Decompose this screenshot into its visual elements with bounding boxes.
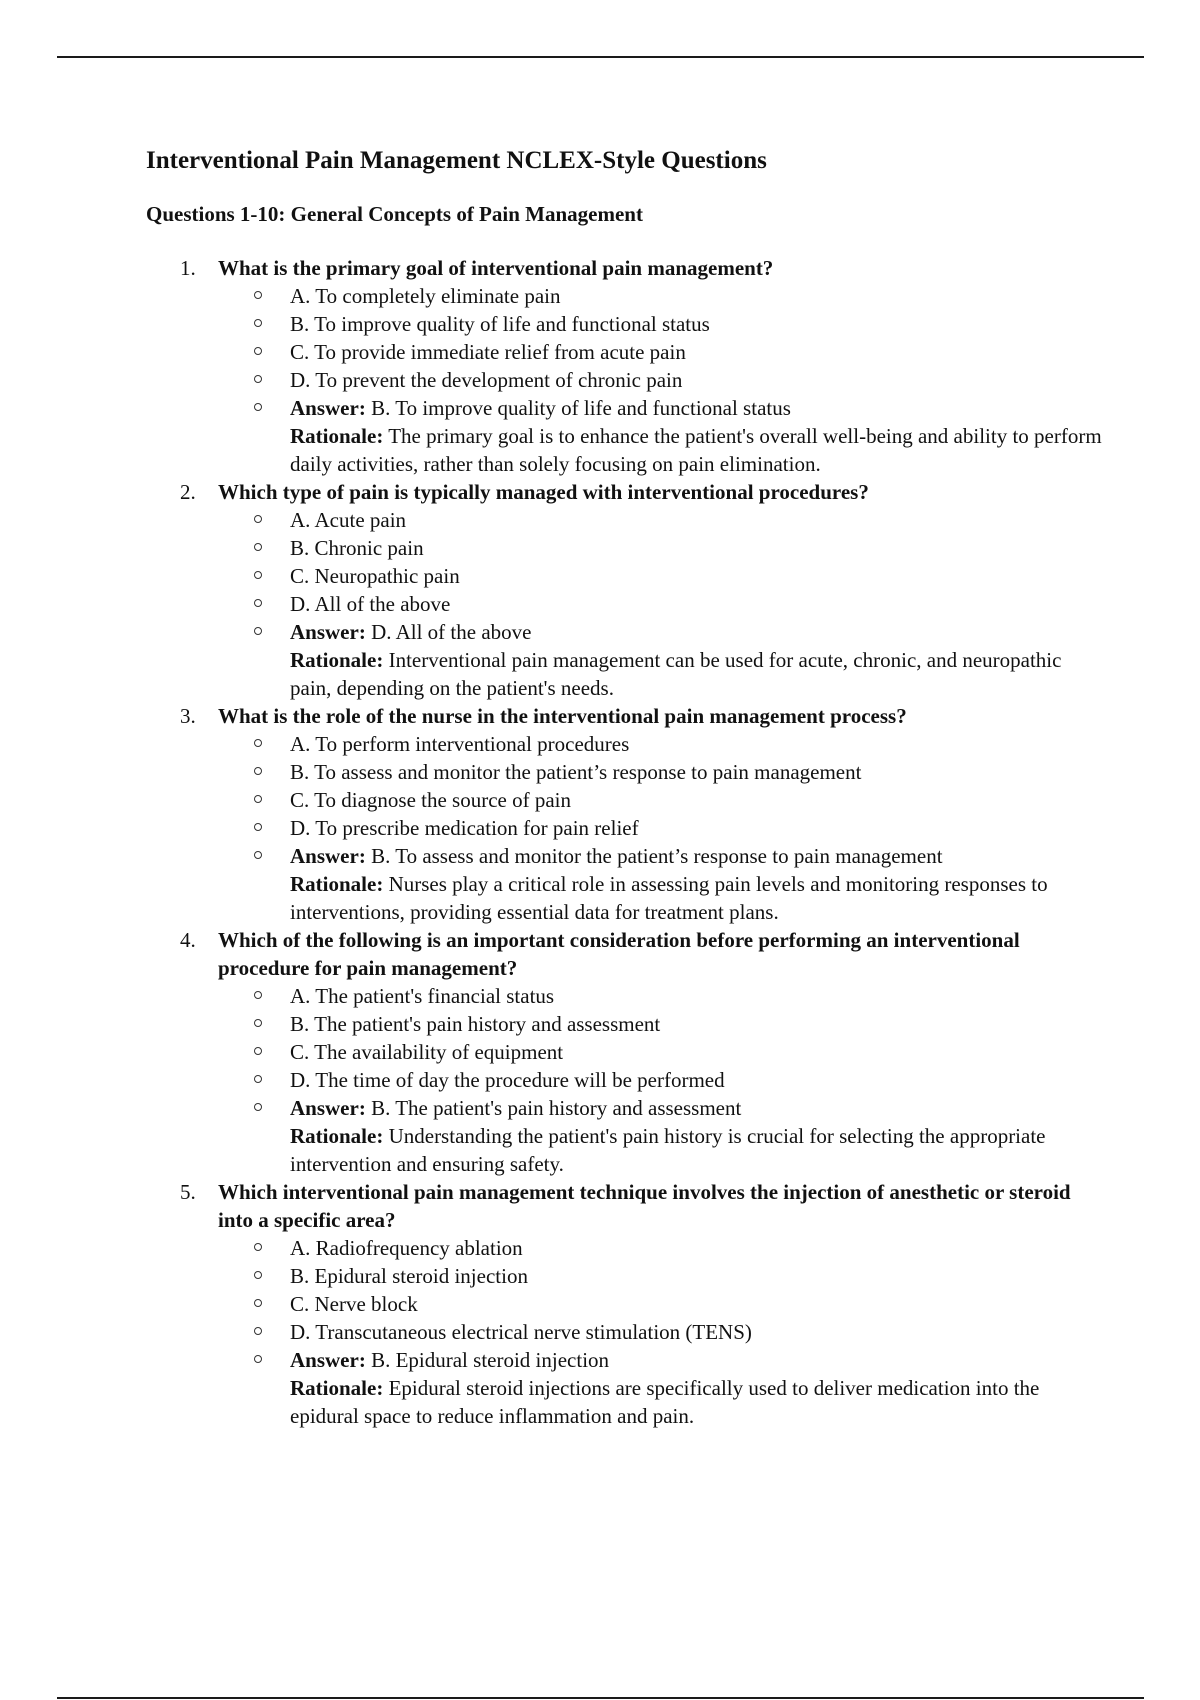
- option-list: [218, 730, 1106, 926]
- option-text: D. To prevent the development of chronic pain: [290, 368, 683, 392]
- option-list: [218, 506, 1106, 702]
- circle-bullet-icon: [254, 823, 262, 831]
- circle-bullet-icon: [254, 991, 262, 999]
- option-text: A. To completely eliminate pain: [290, 284, 561, 308]
- circle-bullet-icon: [254, 1047, 262, 1055]
- answer-text: B. To assess and monitor the patient’s response to pain management: [371, 844, 943, 868]
- option-item: [218, 1038, 1106, 1066]
- circle-bullet-icon: [254, 795, 262, 803]
- option-text: C. To diagnose the source of pain: [290, 788, 571, 812]
- rationale-text: Understanding the patient's pain history is crucial for selecting the appropriate intervention and ensuring safety.: [290, 1124, 1046, 1176]
- option-item: [218, 562, 1106, 590]
- question-number: 5.: [180, 1180, 196, 1204]
- option-text: C. The availability of equipment: [290, 1040, 564, 1064]
- question-item: [146, 1178, 1106, 1430]
- circle-bullet-icon: [254, 1271, 262, 1279]
- question-item: [146, 478, 1106, 702]
- option-text: A. To perform interventional procedures: [290, 732, 630, 756]
- option-item: [218, 1318, 1106, 1346]
- question-number: 1.: [180, 256, 196, 280]
- circle-bullet-icon: [254, 739, 262, 747]
- question-text: What is the primary goal of interventional pain management?: [218, 256, 774, 280]
- option-text: A. Acute pain: [290, 508, 407, 532]
- question-list: [146, 254, 1106, 1430]
- option-text: D. Transcutaneous electrical nerve stimulation (TENS): [290, 1320, 752, 1344]
- option-text: A. The patient's financial status: [290, 984, 555, 1008]
- answer-label: Answer:: [290, 620, 366, 644]
- option-item: [218, 1262, 1106, 1290]
- circle-bullet-icon: [254, 375, 262, 383]
- option-item: [218, 338, 1106, 366]
- circle-bullet-icon: [254, 291, 262, 299]
- option-text: B. To assess and monitor the patient’s response to pain management: [290, 760, 862, 784]
- answer-text: B. To improve quality of life and functional status: [371, 396, 791, 420]
- circle-bullet-icon: [254, 767, 262, 775]
- question-text: What is the role of the nurse in the interventional pain management process?: [218, 704, 907, 728]
- rationale-label: Rationale:: [290, 648, 384, 672]
- option-text: A. Radiofrequency ablation: [290, 1236, 523, 1260]
- circle-bullet-icon: [254, 851, 262, 859]
- circle-bullet-icon: [254, 403, 262, 411]
- document-title: Interventional Pain Management NCLEX-Style Questions: [146, 147, 767, 174]
- circle-bullet-icon: [254, 627, 262, 635]
- option-item: [218, 1066, 1106, 1094]
- circle-bullet-icon: [254, 543, 262, 551]
- option-text: D. To prescribe medication for pain relief: [290, 816, 639, 840]
- option-item: [218, 310, 1106, 338]
- answer-label: Answer:: [290, 1096, 366, 1120]
- question-item: [146, 926, 1106, 1178]
- answer-item: [218, 1346, 1106, 1430]
- option-text: D. All of the above: [290, 592, 451, 616]
- question-text: Which type of pain is typically managed with interventional procedures?: [218, 480, 869, 504]
- circle-bullet-icon: [254, 515, 262, 523]
- option-text: B. To improve quality of life and functional status: [290, 312, 710, 336]
- rationale-text: Interventional pain management can be used for acute, chronic, and neuropathic pain, depending on the patient's needs.: [290, 648, 1062, 700]
- option-list: [218, 982, 1106, 1178]
- question-number: 4.: [180, 928, 196, 952]
- footer-rule: [57, 1697, 1144, 1699]
- option-item: [218, 590, 1106, 618]
- section-heading: Questions 1-10: General Concepts of Pain Management: [146, 202, 643, 226]
- option-item: [218, 1290, 1106, 1318]
- answer-item: [218, 394, 1106, 478]
- circle-bullet-icon: [254, 347, 262, 355]
- option-item: [218, 1010, 1106, 1038]
- rationale-text: Epidural steroid injections are specifically used to deliver medication into the epidural space to reduce inflammation and pain.: [290, 1376, 1040, 1428]
- document-body: [146, 144, 1106, 1430]
- rationale-text: The primary goal is to enhance the patient's overall well-being and ability to perform daily activities, rather than solely focusing on pain elimination.: [290, 424, 1102, 476]
- option-item: [218, 1234, 1106, 1262]
- question-number: 3.: [180, 704, 196, 728]
- option-text: C. Nerve block: [290, 1292, 418, 1316]
- option-item: [218, 506, 1106, 534]
- question-text: Which of the following is an important consideration before performing an interventional procedure for pain management?: [218, 928, 1020, 980]
- option-item: [218, 982, 1106, 1010]
- question-text: Which interventional pain management technique involves the injection of anesthetic or steroid into a specific area?: [218, 1180, 1071, 1232]
- answer-label: Answer:: [290, 1348, 366, 1372]
- option-text: B. The patient's pain history and assessment: [290, 1012, 661, 1036]
- option-item: [218, 282, 1106, 310]
- answer-item: [218, 842, 1106, 926]
- answer-item: [218, 618, 1106, 702]
- circle-bullet-icon: [254, 1327, 262, 1335]
- option-text: C. To provide immediate relief from acute pain: [290, 340, 686, 364]
- question-number: 2.: [180, 480, 196, 504]
- option-text: B. Epidural steroid injection: [290, 1264, 528, 1288]
- header-rule: [57, 56, 1144, 58]
- option-item: [218, 534, 1106, 562]
- circle-bullet-icon: [254, 1075, 262, 1083]
- circle-bullet-icon: [254, 599, 262, 607]
- option-text: C. Neuropathic pain: [290, 564, 460, 588]
- circle-bullet-icon: [254, 1103, 262, 1111]
- option-list: [218, 282, 1106, 478]
- option-text: B. Chronic pain: [290, 536, 424, 560]
- circle-bullet-icon: [254, 1243, 262, 1251]
- option-item: [218, 366, 1106, 394]
- rationale-label: Rationale:: [290, 424, 384, 448]
- circle-bullet-icon: [254, 571, 262, 579]
- question-item: [146, 254, 1106, 478]
- answer-label: Answer:: [290, 396, 366, 420]
- option-item: [218, 730, 1106, 758]
- rationale-label: Rationale:: [290, 872, 384, 896]
- option-item: [218, 814, 1106, 842]
- answer-item: [218, 1094, 1106, 1178]
- answer-text: D. All of the above: [371, 620, 532, 644]
- circle-bullet-icon: [254, 1299, 262, 1307]
- circle-bullet-icon: [254, 1019, 262, 1027]
- rationale-label: Rationale:: [290, 1376, 384, 1400]
- answer-text: B. Epidural steroid injection: [371, 1348, 610, 1372]
- question-item: [146, 702, 1106, 926]
- option-list: [218, 1234, 1106, 1430]
- option-text: D. The time of day the procedure will be performed: [290, 1068, 725, 1092]
- circle-bullet-icon: [254, 1355, 262, 1363]
- rationale-text: Nurses play a critical role in assessing pain levels and monitoring responses to interventions, providing essential data for treatment plans.: [290, 872, 1048, 924]
- option-item: [218, 758, 1106, 786]
- answer-text: B. The patient's pain history and assessment: [371, 1096, 742, 1120]
- answer-label: Answer:: [290, 844, 366, 868]
- circle-bullet-icon: [254, 319, 262, 327]
- rationale-label: Rationale:: [290, 1124, 384, 1148]
- option-item: [218, 786, 1106, 814]
